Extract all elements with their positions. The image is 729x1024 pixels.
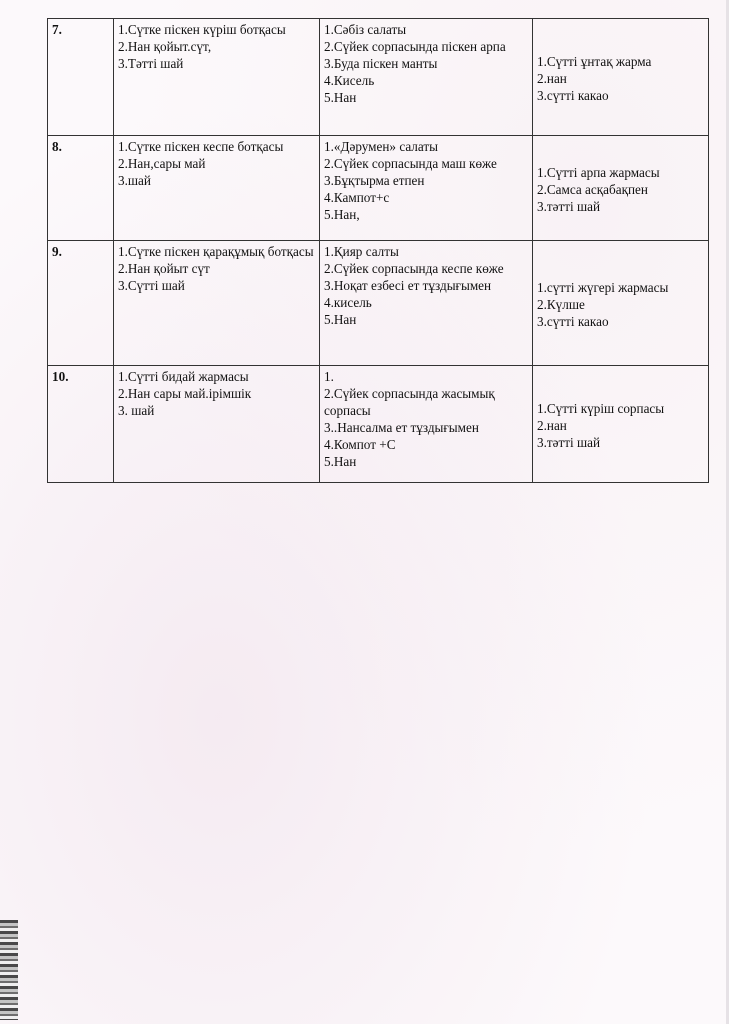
lunch-cell: [320, 19, 533, 136]
menu-item: 2.Самса асқабақпен: [537, 181, 648, 197]
lunch-cell: [320, 366, 533, 483]
menu-item: 4.Компот +С: [324, 437, 396, 452]
menu-item: 1.«Дәрумен» салаты: [324, 139, 439, 154]
menu-item: 1.: [324, 369, 334, 384]
menu-item: 3.тәтті шай: [537, 434, 601, 450]
menu-item: 2.нан: [537, 417, 567, 433]
menu-item: 2.Сүйек сорпасында піскен арпа: [324, 39, 506, 54]
lunch-cell: [320, 241, 533, 366]
menu-item: 3.тәтті шай: [537, 198, 601, 214]
dinner-cell: [533, 136, 709, 241]
menu-item: 4.кисель: [324, 295, 372, 310]
menu-item: 1.Қияр салты: [324, 244, 399, 259]
dinner-cell: [533, 241, 709, 366]
menu-item: 1.Сүтке піскен қарақұмық ботқасы: [118, 244, 314, 259]
menu-item: 3.сүтті какао: [537, 313, 609, 329]
menu-item: 3.Сүтті шай: [118, 278, 185, 293]
breakfast-cell: [114, 136, 320, 241]
menu-item: 2.Нан қойыт.сүт,: [118, 39, 212, 54]
breakfast-cell: [114, 241, 320, 366]
row-number: 9.: [48, 241, 114, 366]
breakfast-cell: [114, 19, 320, 136]
row-number: 7.: [48, 19, 114, 136]
menu-item: 3.Буда піскен манты: [324, 56, 438, 71]
dinner-cell: [533, 366, 709, 483]
menu-item: 5.Нан,: [324, 207, 360, 222]
menu-item: 2.Сүйек сорпасында маш көже: [324, 156, 497, 171]
menu-item: 3.Ноқат езбесі ет тұздығымен: [324, 278, 492, 293]
menu-item: 1.Сүтті арпа жармасы: [537, 164, 660, 180]
menu-item: 5.Нан: [324, 90, 357, 105]
lunch-cell: [320, 136, 533, 241]
table-row: [48, 366, 709, 483]
menu-item: 2.Күлше: [537, 296, 585, 312]
menu-item: 2.Сүйек сорпасында кеспе көже: [324, 261, 504, 276]
menu-item: 4.Кисель: [324, 73, 375, 88]
menu-item: 2.Нан,сары май: [118, 156, 206, 171]
menu-item: 1.Сүтке піскен кеспе ботқасы: [118, 139, 284, 154]
breakfast-cell: [114, 366, 320, 483]
table-row: [48, 19, 709, 136]
menu-item: 3. шай: [118, 403, 155, 418]
scan-edge-artifact: [0, 920, 18, 1020]
menu-item: 3.шай: [118, 173, 151, 188]
menu-item: 4.Кампот+с: [324, 190, 390, 205]
menu-item: 3.сүтті какао: [537, 87, 609, 103]
menu-item: 1.сүтті жүгері жармасы: [537, 279, 669, 295]
menu-item: 5.Нан: [324, 454, 357, 469]
menu-item: 3.Тәтті шай: [118, 56, 184, 71]
menu-item: 1.Сүтті ұнтақ жарма: [537, 53, 652, 69]
row-number: 10.: [48, 366, 114, 483]
table-row: [48, 241, 709, 366]
menu-item: 1.Сәбіз салаты: [324, 22, 407, 37]
menu-item: 1.Сүтті бидай жармасы: [118, 369, 249, 384]
menu-item: 2.нан: [537, 70, 567, 86]
dinner-cell: [533, 19, 709, 136]
table-row: [48, 136, 709, 241]
menu-table: [47, 18, 709, 483]
menu-item: 2.Сүйек сорпасында жасымық сорпасы: [324, 386, 495, 418]
menu-item: 1.Сүтті күріш сорпасы: [537, 400, 665, 416]
menu-item: 2.Нан сары май.ірімшік: [118, 386, 252, 401]
menu-item: 2.Нан қойыт сүт: [118, 261, 210, 276]
menu-item: 1.Сүтке піскен күріш ботқасы: [118, 22, 286, 37]
menu-item: 3.Бұқтырма етпен: [324, 173, 425, 188]
menu-item: 5.Нан: [324, 312, 357, 327]
menu-item: 3..Нансалма ет тұздығымен: [324, 420, 479, 435]
row-number: 8.: [48, 136, 114, 241]
